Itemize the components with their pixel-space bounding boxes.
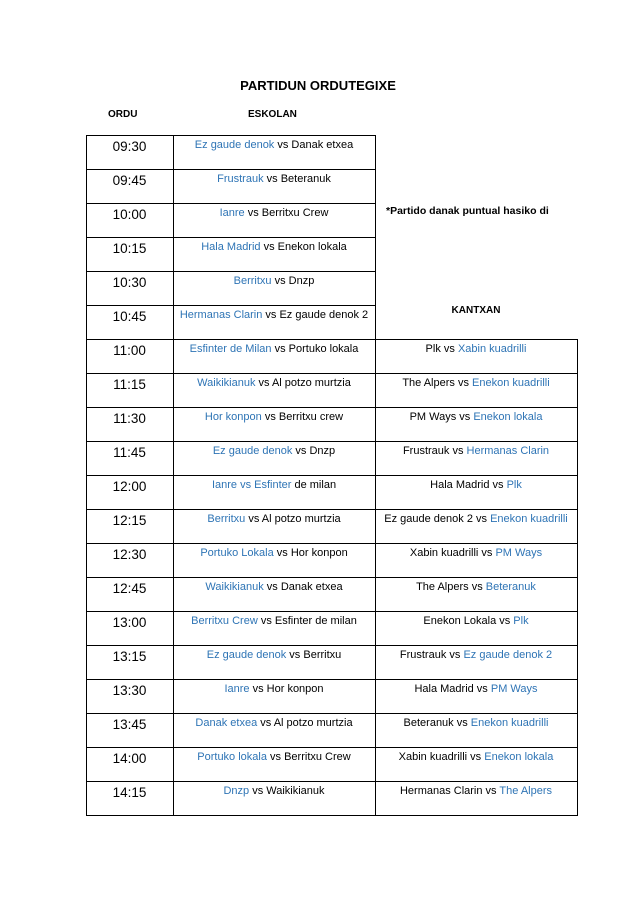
match-text: Frustrauk vs [399,649,464,661]
match-text: vs Beteranuk [263,173,331,185]
kantxan-match-cell [375,441,577,475]
kantxan-match-cell [375,339,577,373]
time-cell: 12:30 [112,547,147,562]
match-text: Xabin kuadrilli vs [398,751,485,763]
team-name-highlighted: Danak etxea [195,717,258,729]
team-name-highlighted: PM Ways [495,547,543,559]
schedule-note: *Partido danak puntual hasiko di [386,205,549,217]
team-name-highlighted: Waikikianuk [197,377,256,389]
team-name-highlighted: Hor konpon [204,411,262,423]
match-text: vs Hor konpon [249,683,324,695]
match-text: vs Berritxu Crew [266,751,351,763]
time-cell: 13:00 [112,615,147,630]
team-name-highlighted: Enekon kuadrilli [470,717,549,729]
match-text: vs Enekon lokala [260,241,347,253]
team-name-highlighted: Ez gaude denok [194,139,275,151]
match-text: vs Hor konpon [273,547,348,559]
match-text: vs Al potzo murtzia [257,717,353,729]
team-name-highlighted: Plk [513,615,529,627]
kantxan-match-cell [375,543,577,577]
kantxan-match-cell [375,747,577,781]
team-name-highlighted: Enekon kuadrilli [472,377,550,389]
time-cell: 11:15 [113,377,146,392]
kantxan-match-cell [375,577,577,611]
team-name-highlighted: Enekon lokala [484,751,554,763]
kantxan-match-cell [375,611,577,645]
eskolan-match-cell [173,781,375,815]
team-name-highlighted: PM Ways [490,683,538,695]
match-text: vs Esfinter de milan [257,615,357,627]
kantxan-match-cell [375,373,577,407]
column-header-ordu: ORDU [108,109,138,120]
eskolan-match-cell [173,237,375,271]
kantxan-match-cell [375,407,577,441]
time-cell: 12:15 [112,513,147,528]
match-text: vs Danak etxea [274,139,354,151]
match-text: The Alpers vs [416,581,486,593]
time-cell: 12:00 [112,479,147,494]
match-text: Frustrauk vs [402,445,467,457]
kantxan-match-cell [375,645,577,679]
time-cell: 14:00 [112,751,147,766]
time-cell: 12:45 [112,581,147,596]
match-text: PM Ways vs [409,411,474,423]
match-text: vs Portuko lokala [271,343,359,355]
column-header-kantxan: KANTXAN [451,305,501,316]
match-text: vs Ez gaude denok 2 [262,309,369,321]
time-cell: 11:30 [113,411,146,426]
column-divider [577,339,578,816]
time-cell: 11:00 [113,343,146,358]
time-cell: 10:15 [112,241,147,256]
eskolan-match-cell [173,543,375,577]
time-cell: 13:15 [112,649,147,664]
time-cell: 09:45 [112,173,147,188]
time-cell: 10:45 [112,309,147,324]
page-title: PARTIDUN ORDUTEGIXE [240,78,396,93]
team-name-highlighted: Enekon kuadrilli [490,513,568,525]
kantxan-match-cell [375,475,577,509]
team-name-highlighted: Berritxu [233,275,272,287]
time-cell: 14:15 [112,785,147,800]
team-name-highlighted: Ianre [224,683,250,695]
team-name-highlighted: Beteranuk [485,581,536,593]
team-name-highlighted: Ianre vs Esfinter [211,479,292,491]
match-text: Hermanas Clarin vs [399,785,500,797]
match-text: Enekon Lokala vs [423,615,514,627]
match-text: vs Berritxu [286,649,342,661]
match-text: vs Al potzo murtzia [255,377,351,389]
match-text: vs Dnzp [271,275,315,287]
eskolan-match-cell [173,407,375,441]
team-name-highlighted: Ianre [219,207,245,219]
row-divider [86,815,578,816]
team-name-highlighted: Ez gaude denok [206,649,287,661]
team-name-highlighted: Hermanas Clarin [466,445,550,457]
kantxan-match-cell [375,679,577,713]
match-text: de milan [291,479,337,491]
time-cell: 13:45 [112,717,147,732]
team-name-highlighted: Portuko Lokala [200,547,274,559]
column-header-eskolan: ESKOLAN [248,109,297,120]
eskolan-match-cell [173,611,375,645]
eskolan-match-cell [173,169,375,203]
eskolan-match-cell [173,441,375,475]
match-text: Hala Madrid vs [414,683,491,695]
team-name-highlighted: The Alpers [499,785,553,797]
team-name-highlighted: Plk [506,479,522,491]
time-cell: 10:30 [112,275,147,290]
eskolan-match-cell [173,645,375,679]
team-name-highlighted: Ez gaude denok [212,445,293,457]
match-text: Xabin kuadrilli vs [409,547,496,559]
match-text: Plk vs [425,343,458,355]
eskolan-match-cell [173,747,375,781]
eskolan-match-cell [173,135,375,169]
match-text: Hala Madrid vs [430,479,507,491]
match-text: vs Dnzp [292,445,336,457]
team-name-highlighted: Xabin kuadrilli [457,343,527,355]
time-cell: 13:30 [112,683,147,698]
match-text: vs Al potzo murtzia [245,513,341,525]
eskolan-match-cell [173,509,375,543]
eskolan-match-cell [173,203,375,237]
match-text: vs Berritxu Crew [244,207,329,219]
match-text: vs Waikikianuk [249,785,325,797]
time-cell: 09:30 [112,139,147,154]
team-name-highlighted: Hala Madrid [201,241,261,253]
team-name-highlighted: Ez gaude denok 2 [463,649,553,661]
eskolan-match-cell [173,475,375,509]
eskolan-match-cell [173,305,375,339]
eskolan-match-cell [173,271,375,305]
eskolan-match-cell [173,679,375,713]
eskolan-match-cell [173,577,375,611]
match-text: Beteranuk vs [403,717,471,729]
kantxan-match-cell [375,713,577,747]
eskolan-match-cell [173,373,375,407]
team-name-highlighted: Frustrauk [217,173,264,185]
team-name-highlighted: Hermanas Clarin [179,309,263,321]
team-name-highlighted: Esfinter de Milan [189,343,272,355]
kantxan-match-cell [375,509,577,543]
eskolan-match-cell [173,339,375,373]
team-name-highlighted: Berritxu Crew [191,615,258,627]
time-cell: 11:45 [113,445,146,460]
team-name-highlighted: Waikikianuk [205,581,264,593]
match-text: The Alpers vs [402,377,473,389]
kantxan-match-cell [375,781,577,815]
match-text: Ez gaude denok 2 vs [384,513,491,525]
match-text: vs Danak etxea [263,581,343,593]
team-name-highlighted: Berritxu [207,513,246,525]
time-cell: 10:00 [112,207,147,222]
match-text: vs Berritxu crew [261,411,344,423]
team-name-highlighted: Portuko lokala [197,751,267,763]
eskolan-match-cell [173,713,375,747]
team-name-highlighted: Enekon lokala [473,411,543,423]
team-name-highlighted: Dnzp [223,785,250,797]
